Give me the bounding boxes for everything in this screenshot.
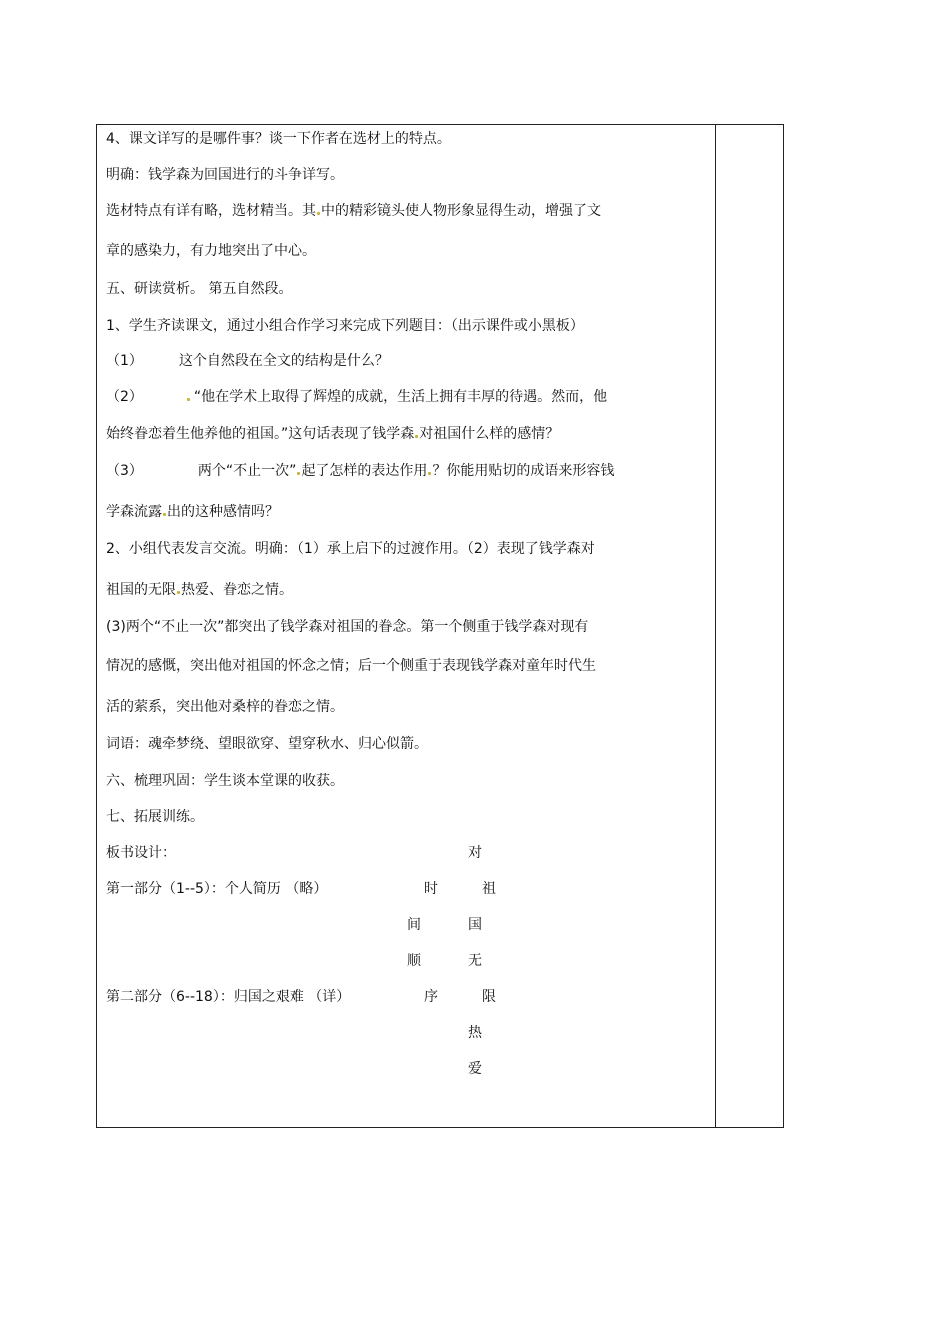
task-1: 1、学生齐读课文，通过小组合作学习来完成下列题目：（出示课件或小黑板） [106,318,584,334]
board-love-char: 热 [468,1025,482,1041]
section-5-heading: 五、研读赏析。 第五自然段。 [106,281,293,297]
lesson-table [96,124,784,1128]
task-2: 2、小组代表发言交流。明确：（1）承上启下的过渡作用。（2）表现了钱学森对 [106,541,595,557]
board-design-label: 板书设计： [106,845,176,861]
item-2: （2） “他在学术上取得了辉煌的成就，生活上拥有丰厚的待遇。然而，他 [106,389,608,405]
column-divider [715,125,716,1127]
mark-dot [428,472,431,475]
mark-dot [187,398,190,401]
vocabulary: 词语：魂牵梦绕、望眼欲穿、望穿秋水、归心似箭。 [106,736,428,752]
question-4: 4、课文详写的是哪件事？谈一下作者在选材上的特点。 [106,131,451,147]
board-love-char: 对 [468,845,482,861]
board-time-char: 时 [424,881,438,897]
section-7-heading: 七、拓展训练。 [106,809,204,825]
answer-3a: (3)两个“不止一次”都突出了钱学森对祖国的眷念。第一个侧重于钱学森对现有 [106,619,589,635]
mark-dot [415,435,418,438]
mark-dot [177,591,180,594]
item-3: （3） 两个“不止一次” 起了怎样的表达作用 ？你能用贴切的成语来形容钱 [106,463,615,479]
answer-4c: 章的感染力，有力地突出了中心。 [106,243,316,259]
board-love-char: 国 [468,917,482,933]
mark-dot [297,472,300,475]
answer-3b: 情况的感慨，突出他对祖国的怀念之情；后一个侧重于表现钱学森对童年时代生 [106,658,596,674]
board-time-char: 序 [424,989,438,1005]
answer-4b: 选材特点有详有略，选材精当。其 中的精彩镜头使人物形象显得生动，增强了文 [106,203,601,219]
item-3-cont: 学森流露 出的这种感情吗？ [106,504,279,520]
mark-dot [317,212,320,215]
board-part-1: 第一部分（1--5）：个人简历 （略） [106,881,328,897]
section-6-heading: 六、梳理巩固：学生谈本堂课的收获。 [106,773,344,789]
board-time-char: 间 [407,917,421,933]
board-love-char: 无 [468,953,482,969]
lesson-content-cell [97,125,715,1127]
answer-3c: 活的萦系，突出他对桑梓的眷恋之情。 [106,699,344,715]
board-part-2: 第二部分（6--18）：归国之艰难 （详） [106,989,351,1005]
item-2-cont: 始终眷恋着生他养他的祖国。”这句话表现了钱学森 对祖国什么样的感情？ [106,426,560,442]
board-love-char: 祖 [482,881,496,897]
board-time-char: 顺 [407,953,421,969]
mark-dot [163,513,166,516]
board-love-char: 爱 [468,1061,482,1077]
item-1: （1） 这个自然段在全文的结构是什么？ [106,353,389,369]
task-2-cont: 祖国的无限 热爱、眷恋之情。 [106,582,293,598]
board-love-char: 限 [482,989,496,1005]
answer-4a: 明确：钱学森为回国进行的斗争详写。 [106,167,344,183]
